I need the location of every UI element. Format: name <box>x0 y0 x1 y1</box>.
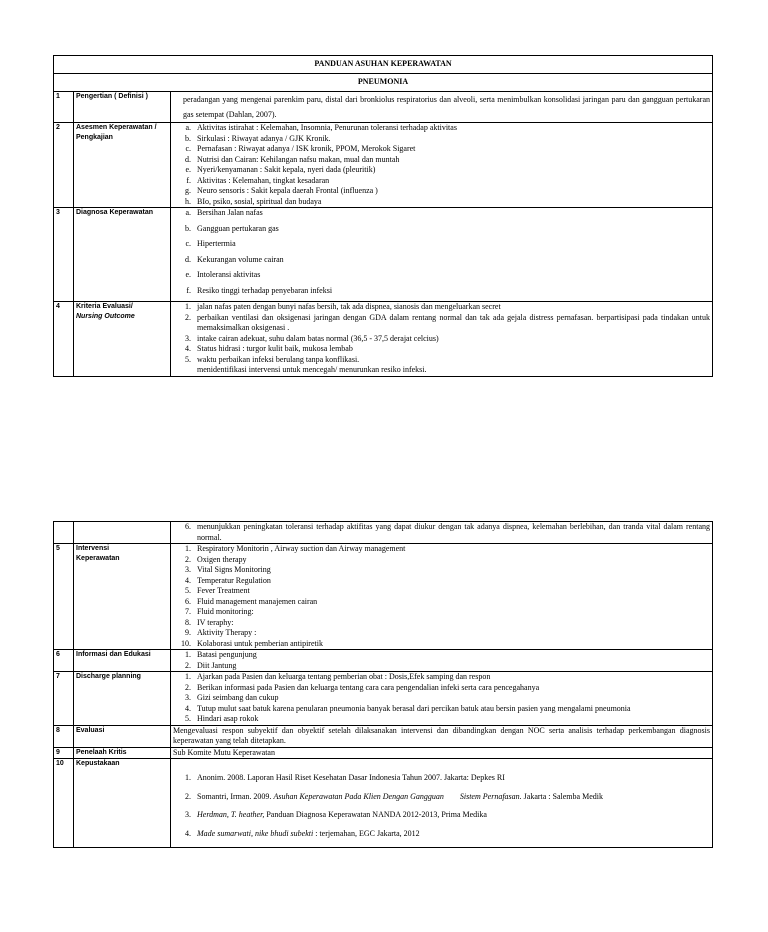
list-item <box>173 661 710 672</box>
definition-text: peradangan yang mengenai parenkim paru, distal dari bronkiolus respiratorius dan alveoli, serta menimbulkan konsolidasi jaringan paru dan gangguan pertukaran gas setempat (Dahlan, 2007). <box>171 92 713 123</box>
list-marker: b. <box>185 223 191 233</box>
list-marker: 7. <box>185 607 191 616</box>
list-item <box>173 576 710 587</box>
row-number: 1 <box>54 92 74 123</box>
row-outcome <box>54 302 713 377</box>
list-marker: d. <box>185 154 191 164</box>
list-text: Hindari asap rokok <box>197 714 259 723</box>
care-guide-table-page2 <box>53 521 713 848</box>
list-text: Neuro sensoris : Sakit kepala daerah Frontal (influenza ) <box>197 186 378 195</box>
list-marker: a. <box>185 123 191 132</box>
row-assessment <box>54 123 713 208</box>
care-guide-table-page1 <box>53 55 713 377</box>
list-marker: a. <box>185 208 191 217</box>
row-number: 8 <box>54 725 74 747</box>
list-text: intake cairan adekuat, suhu dalam batas normal (36,5 - 37,5 derajat celcius) <box>197 333 439 343</box>
list-item <box>173 565 710 576</box>
row-education <box>54 650 713 672</box>
references-cell <box>171 759 713 848</box>
evaluation-text: Mengevaluasi respon subyektif dan obyektif setelah dilaksanakan intervensi dan dibandingkan dengan NOC serta analisis terhadap perkembangan diagnosis keperawatan yang telah ditetapkan. <box>171 725 713 747</box>
list-text: Hipertermia <box>197 239 236 248</box>
guide-title: PANDUAN ASUHAN KEPERAWATAN <box>54 56 713 74</box>
diagnosis-list-cell <box>171 208 713 302</box>
list-marker: 4. <box>185 575 191 585</box>
list-marker: 3. <box>185 565 191 574</box>
row-label: Intervensi Keperawatan <box>74 544 171 650</box>
reference-item: 2. Somantri, Irman. 2009. Asuhan Keperawatan Pada Klien Dengan Gangguan Sistem Pernafasan. Jakarta : Salemba Medik <box>185 791 603 801</box>
list-text: Intoleransi aktivitas <box>197 270 261 279</box>
list-item <box>173 672 710 683</box>
education-list <box>173 650 710 671</box>
list-marker: 5. <box>185 354 191 364</box>
list-item <box>173 134 710 145</box>
row-evaluation <box>54 725 713 747</box>
list-item <box>173 239 710 250</box>
row-references <box>54 759 713 848</box>
list-item <box>173 714 710 725</box>
row-outcome-continued <box>54 522 713 544</box>
list-marker: 4. <box>185 344 191 353</box>
row-number: 9 <box>54 747 74 759</box>
row-definition <box>54 92 713 123</box>
row-number: 3 <box>54 208 74 302</box>
list-marker: c. <box>185 239 191 248</box>
list-item <box>173 123 710 134</box>
reference-item: 1. Anonim. 2008. Laporan Hasil Riset Kesehatan Dasar Indonesia Tahun 2007. Jakarta: Depkes RI <box>185 773 505 782</box>
list-item <box>173 639 710 650</box>
label-line: Kriteria Evaluasi/ <box>76 303 133 310</box>
row-number: 6 <box>54 650 74 672</box>
row-label: Kepustakaan <box>74 759 171 848</box>
row-reviewer <box>54 747 713 759</box>
list-item <box>173 302 710 313</box>
list-item <box>173 208 710 219</box>
outcome-list <box>173 302 710 376</box>
list-item <box>173 344 710 355</box>
list-text: Aktivity Therapy : <box>197 628 257 637</box>
list-text: Respiratory Monitorin , Airway suction dan Airway management <box>197 544 406 553</box>
discharge-list-cell <box>171 672 713 726</box>
list-marker: 2. <box>185 660 191 670</box>
title-row <box>54 56 713 74</box>
guide-subtitle: PNEUMONIA <box>54 74 713 92</box>
list-item <box>173 618 710 629</box>
list-marker: 10. <box>181 638 191 648</box>
list-marker: f. <box>186 285 191 295</box>
education-list-cell <box>171 650 713 672</box>
list-text: Fluid management manajemen cairan <box>197 596 318 606</box>
list-text: IV teraphy: <box>197 617 234 627</box>
list-text: waktu perbaikan infeksi berulang tanpa konflikasi. <box>197 354 360 364</box>
list-text: Gangguan pertukaran gas <box>197 223 279 233</box>
list-item <box>173 683 710 694</box>
list-item <box>173 286 710 297</box>
list-text: Aktivitas : Kelemahan, tingkat kesadaran <box>197 175 330 185</box>
list-marker: e. <box>185 165 191 174</box>
list-text: Gizi seimbang dan cukup <box>197 693 279 702</box>
list-marker: h. <box>185 196 191 206</box>
list-item <box>173 155 710 166</box>
list-marker <box>173 365 197 376</box>
list-item <box>173 586 710 597</box>
row-label: Asesmen Keperawatan / Pengkajian <box>74 123 171 208</box>
list-text: Bersihan Jalan nafas <box>197 208 263 217</box>
list-marker: g. <box>185 186 191 195</box>
list-item <box>173 365 710 376</box>
list-text: Kolaborasi untuk pemberian antipiretik <box>197 638 323 648</box>
list-item <box>173 313 710 334</box>
list-item <box>173 186 710 197</box>
list-text: Temperatur Regulation <box>197 575 271 585</box>
list-text: Pernafasan : Riwayat adanya / ISK kronik, PPOM, Merokok Sigaret <box>197 144 416 153</box>
list-text: Fever Treatment <box>197 586 250 595</box>
list-text: Kekurangan volume cairan <box>197 254 284 264</box>
references-list <box>173 759 710 839</box>
list-text: Batasi pengunjung <box>197 650 257 659</box>
row-label <box>74 302 171 377</box>
list-marker: 1. <box>185 650 191 659</box>
list-marker: 1. <box>185 672 191 681</box>
list-text: BIo, psiko, sosial, spiritual dan budaya <box>197 196 322 206</box>
list-marker: 3. <box>185 693 191 702</box>
list-text: Ajarkan pada Pasien dan keluarga tentang pemberian obat : Dosis,Efek samping dan respon <box>197 672 491 681</box>
row-number: 2 <box>54 123 74 208</box>
list-marker: f. <box>186 175 191 185</box>
list-marker: 3. <box>185 333 191 343</box>
list-text: Nutrisi dan Cairan: Kehilangan nafsu makan, mual dan muntah <box>197 154 400 164</box>
list-marker: e. <box>185 270 191 279</box>
list-marker: 1. <box>185 544 191 553</box>
list-marker: b. <box>185 133 191 143</box>
list-item <box>173 224 710 235</box>
list-item <box>173 334 710 345</box>
list-text: Fluid monitoring: <box>197 607 254 616</box>
list-marker: 5. <box>185 586 191 595</box>
subtitle-row <box>54 74 713 92</box>
list-marker: 4. <box>185 703 191 713</box>
list-item <box>173 650 710 661</box>
list-text: menidentifikasi intervensi untuk mencegah/ menurunkan resiko infeksi. <box>197 365 427 374</box>
list-marker: 1. <box>185 302 191 311</box>
list-item <box>173 597 710 608</box>
list-item <box>173 165 710 176</box>
outcome-list-cell <box>171 302 713 377</box>
list-marker: 2. <box>185 554 191 564</box>
list-item <box>173 628 710 639</box>
list-item <box>173 544 710 555</box>
list-marker: 9. <box>185 628 191 637</box>
list-text: Nyeri/kenyamanan : Sakit kepala, nyeri dada (pleuritik) <box>197 165 376 174</box>
list-item <box>173 144 710 155</box>
row-number: 5 <box>54 544 74 650</box>
list-text: Status hidrasi : turgor kulit baik, mukosa lembab <box>197 344 353 353</box>
intervention-list-cell <box>171 544 713 650</box>
row-diagnosis <box>54 208 713 302</box>
list-item <box>173 270 710 281</box>
list-item <box>173 607 710 618</box>
row-label: Informasi dan Edukasi <box>74 650 171 672</box>
list-text: perbaikan ventilasi dan oksigenasi jaringan dengan GDA dalam rentang normal dan tak ada gejala distress pernafasan. berpartisipasi pada tindakan untuk memaksimalkan oksigenasi . <box>197 312 710 332</box>
reference-item: 4. Made sumarwati, nike bhudi subekti : terjemahan, EGC Jakarta, 2012 <box>185 828 420 838</box>
list-text: Resiko tinggi terhadap penyebaran infeksi <box>197 285 333 295</box>
list-item <box>173 693 710 704</box>
row-label: Penelaah Kritis <box>74 747 171 759</box>
list-marker: 5. <box>185 714 191 723</box>
row-label: Discharge planning <box>74 672 171 726</box>
list-item <box>173 704 710 715</box>
intervention-list <box>173 544 710 649</box>
list-item <box>173 176 710 187</box>
list-item: 6. menunjukkan peningkatan toleransi terhadap aktifitas yang dapat diukur dengan tak adanya dispnea, kelemahan berlebihan, dan tranda vital dalam rentang normal. <box>185 522 710 542</box>
list-text: Sirkulasi : Riwayat adanya / GJK Kronik. <box>197 133 331 143</box>
list-text: Diit Jantung <box>197 660 237 670</box>
row-discharge <box>54 672 713 726</box>
list-item <box>173 555 710 566</box>
assessment-list-cell <box>171 123 713 208</box>
list-item <box>173 355 710 366</box>
list-text: Vital Signs Monitoring <box>197 565 271 574</box>
label-line-italic: Nursing Outcome <box>76 313 135 320</box>
list-marker: 2. <box>185 312 191 322</box>
discharge-list <box>173 672 710 725</box>
row-label: Pengertian ( Definisi ) <box>74 92 171 123</box>
reviewer-text: Sub Komite Mutu Keperawatan <box>171 747 713 759</box>
list-text: Tutup mulut saat batuk karena penularan pneumonia banyak berasal dari percikan batuk atau bersin pasien yang mengalami pneumonia <box>197 703 631 713</box>
outcome-continued-cell <box>171 522 713 544</box>
list-marker: 2. <box>185 682 191 692</box>
row-number: 10 <box>54 759 74 848</box>
row-label: Evaluasi <box>74 725 171 747</box>
row-number: 7 <box>54 672 74 726</box>
list-text: Aktivitas istirahat : Kelemahan, Insomnia, Penurunan toleransi terhadap aktivitas <box>197 123 457 132</box>
row-label: Diagnosa Keperawatan <box>74 208 171 302</box>
list-item <box>173 197 710 208</box>
list-marker: 8. <box>185 617 191 627</box>
list-marker: d. <box>185 254 191 264</box>
list-text: jalan nafas paten dengan bunyi nafas bersih, tak ada dispnea, sianosis dan mengeluarkan secret <box>197 302 501 311</box>
list-marker: c. <box>185 144 191 153</box>
assessment-list <box>173 123 710 207</box>
list-marker: 6. <box>185 596 191 606</box>
reference-item: 3. Herdman, T. heather, Panduan Diagnosa Keperawatan NANDA 2012-2013, Prima Medika <box>185 810 487 819</box>
list-item <box>173 255 710 266</box>
row-number: 4 <box>54 302 74 377</box>
list-text: Berikan informasi pada Pasien dan keluarga tentang cara cara pengendalian infeki serta cara pencegahanya <box>197 682 540 692</box>
row-intervention <box>54 544 713 650</box>
list-text: Oxigen therapy <box>197 554 247 564</box>
diagnosis-list <box>173 208 710 296</box>
